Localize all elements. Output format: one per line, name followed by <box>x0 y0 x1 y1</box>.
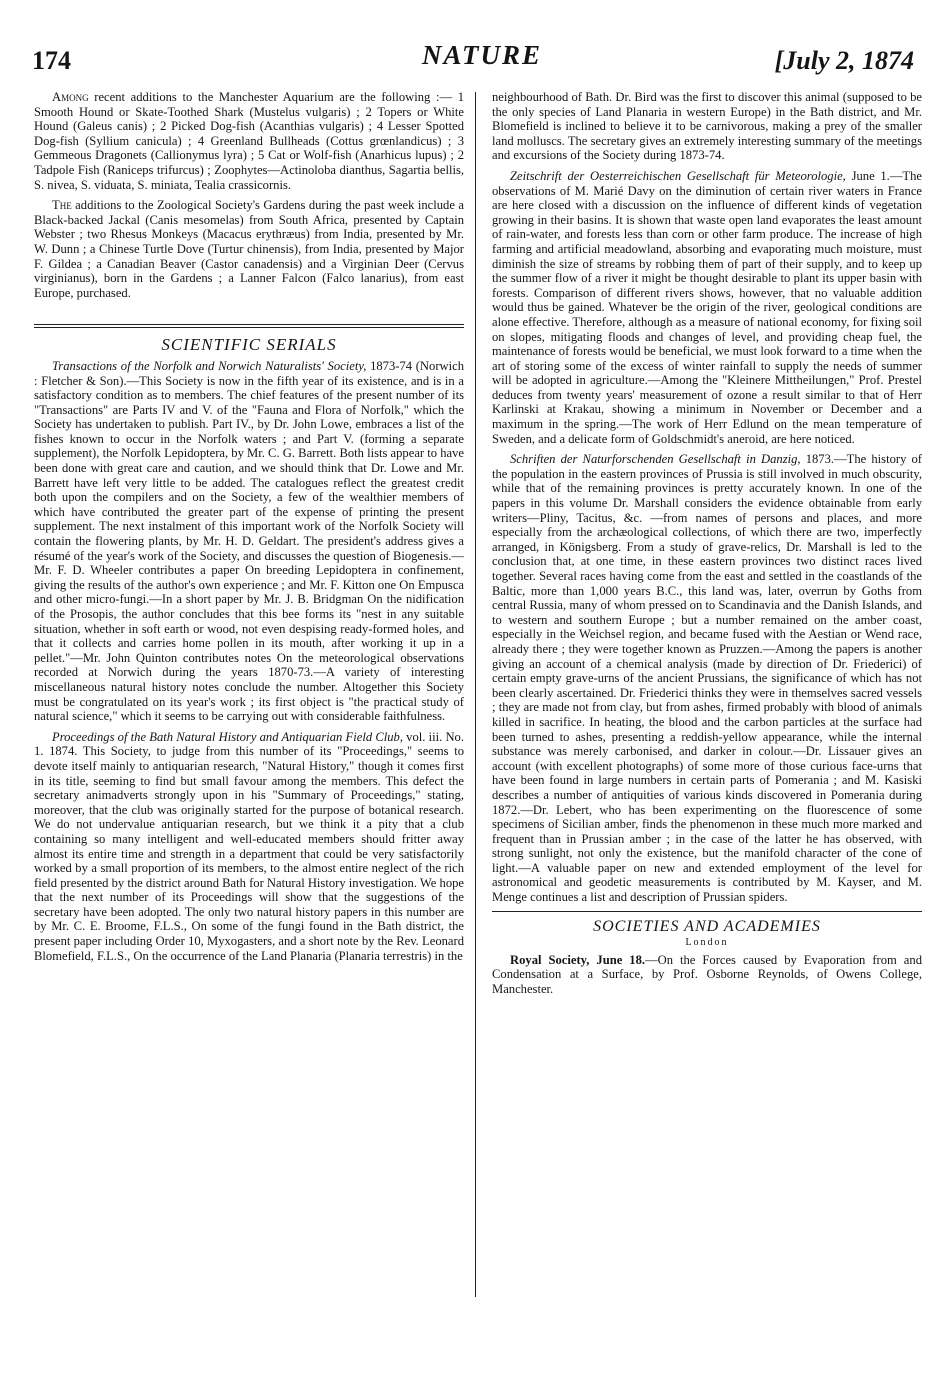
paragraph-text: —On the Forces caused by Evaporation from and Condensation at a Surface, by Prof. Osborne Reynolds, of Owens College, Manchester. <box>492 952 922 997</box>
serial-title: Zeitschrift der Oesterreichischen Gesellschaft für Meteorologie, <box>510 168 846 183</box>
column-divider <box>475 92 476 1297</box>
section-rule <box>492 911 922 912</box>
section-rule <box>34 324 464 328</box>
journal-page <box>22 0 922 1380</box>
right-column <box>492 90 922 1003</box>
page-number: 174 <box>32 46 71 75</box>
paragraph-text: additions to the Zoological Society's Gardens during the past week include a Black-backed Jackal (Canis mesomelas) from South Africa, presented by Captain Webster ; two Rhesus Monkeys (Macacus erythræus) from India, presented by Mr. W. Dunn ; a Chinese Turtle Dove (Turtur chinensis), from India, presented by Major F. Gildea ; a Canadian Beaver (Castor canadensis) and a Virginian Deer (Cervus virginianus), born in the Gardens ; a Lanner Falcon (Falco lanarius), from east Europe, purchased. <box>34 198 464 300</box>
paragraph-aquarium <box>34 90 464 192</box>
paragraph-norfolk <box>34 359 464 724</box>
serial-title: Transactions of the Norfolk and Norwich Naturalists' Society, <box>52 358 367 373</box>
paragraph-text: 1873-74 (Norwich : Fletcher & Son).—This Society is now in the fifth year of its existence, and is in a satisfactory condition as to members. The chief features of the present number of its "Transactions" are Parts IV and V. of the "Fauna and Flora of Norfolk," which the Society has undertaken to publish. Part IV., by Dr. John Lowe, embraces a list of the fishes known to occur in the Norfolk waters ; and Part V. (forming a separate supplement), the Norfolk Lepidoptera, by Mr. C. G. Barrett. Both lists appear to have been done with great care and caution, and we should think that Dr. Lowe and Mr. Barrett have left very little to be added. The catalogues reflect the greatest credit both upon the compilers and on the Society, a few of the wealthier members of which have contributed the greater part of the expense of printing the present supplement. The next instalment of this important work of the Norfolk Society will contain the flowering plants, by Mr. H. D. Geldart. The president's address gives a résumé of the year's work of the Society, and discusses the question of Biogenesis.—Mr. F. D. Wheeler contributes a paper On breeding Lepidoptera in confinement, giving the results of the author's own experience ; and Mr. F. Kitton one On Empusca and other micro-fungi.—In a short paper by Mr. J. B. Bridgman On the nidification of the Prosopis, the author concludes that this bee forms its "nest in any suitable situation, whether in soft earth or wood, not even despising ready-formed holes, and that it collects and carries home pollen in its mouth, after working it up in a pellet."—Mr. John Quinton contributes notes On the meteorological observations recorded at Norwich during the years 1870-73.—A variety of interesting miscellaneous natural history notes conclude the number. Altogether this Society must be congratulated on its year's work ; its first object is "the practical study of natural science," which it seems to be carrying out with considerable faithfulness. <box>34 358 464 724</box>
serial-title: Proceedings of the Bath Natural History and Antiquarian Field Club, <box>52 729 403 744</box>
serial-title: Schriften der Naturforschenden Gesellschaft in Danzig, <box>510 452 801 467</box>
journal-title: NATURE <box>421 40 543 70</box>
society-name: Royal Society, June 18. <box>510 952 646 967</box>
paragraph-bath <box>34 730 464 964</box>
paragraph-bath-continued: neighbourhood of Bath. Dr. Bird was the first to discover this animal (supposed to be the only species of Land Planaria in western Europe) in the Bath district, and Mr. Blomefield is inclined to believe it to be carnivorous, making a prey of the smaller land molluscs. The secretary gives an extremely interesting summary of the meetings and excursions of the Society during 1873-74. <box>492 90 922 163</box>
place-heading: London <box>685 937 729 949</box>
paragraph-text: vol. iii. No. 1. 1874. This Society, to judge from this number of its "Proceedings," seems to devote itself mainly to antiquarian research, "Natural History," though it comes first in its title, seeming to find but small favour among the members. This defect the secretary animadverts strongly upon in his "Summary of Proceedings," stating, moreover, that the club was originally started for the purpose of botanical research. We do not undervalue antiquarian research, but we think it a pity that a club containing so many intelligent and well-educated members should fritter away almost its entire time and strength in a department that could be very satisfactorily worked by a small proportion of its members, to the almost entire neglect of the rich field presented by the district around Bath for Natural History investigation. We hope that the next number of its Proceedings will show that the suggestions of the secretary have been adopted. The only two natural history papers in this number are by Mr. C. E. Broome, F.L.S., On some of the fungi found in the Bath district, the present paper including Order 10, Myxogasters, and a short note by the Rev. Leonard Blomefield, F.L.S., On the occurrence of the Land Planaria (Planaria terrestris) in the <box>34 729 464 963</box>
paragraph-text: recent additions to the Manchester Aquarium are the following :— 1 Smooth Hound or Skate-Toothed Shark (Mustelus vulgaris) ; 2 Topers or White Hound (Galeus canis) ; 2 Picked Dog-fish (Acanthias vulgaris) ; 4 Lesser Spotted Dog-fish (Syllium canicula) ; 4 Greenland Bullheads (Cottus grœnlandicus) ; 3 Gemmeous Dragonets (Callionymus lyra) ; 5 Cat or Wolf-fish (Anarhicus lupus) ; 2 Tadpole Fish (Raniceps trifurcus) ; Zoophytes—Actinoloba dianthus, Sagartia bellis, S. nivea, S. viduata, S. miniata, Tealia crassicornis. <box>34 90 464 192</box>
lead-word: The <box>52 198 72 213</box>
paragraph-royal-society <box>492 953 922 997</box>
issue-date: [July 2, 1874 <box>774 46 914 75</box>
paragraph-danzig <box>492 452 922 904</box>
paragraph-text: 1873.—The history of the population in the eastern provinces of Prussia is still involved in much obscurity, while that of the remaining provinces is pretty accurately known. In one of the papers in this volume Dr. Marshall considers the evidence obtainable from early writers—Pliny, Tacitus, &c. —from names of persons and places, and more especially from the archæological collections, of which there are two, imperfectly arranged, in Königsberg. From a study of grave-relics, Dr. Marshall is led to the conclusion that, at one time, in these eastern provinces two distinct races lived together. Several races having come from the east and settled in the coastlands of the Baltic, more than 1,000 years B.C., this land was, later, overrun by Goths from central Russia, many of whom pressed on to Scandinavia and the Danish Islands, and to western and southern Europe ; but a number remained on the amber coast, especially in the Weichsel region, and became fused with the Aestian or Wend race, already there ; they were together known as Pruzzen.—Among the papers is another giving an account of a chemical analysis (made by direction of Dr. Friederici) of certain empty grave-urns of the ancient Prussians, the significance of which has not been clearly ascertained. Dr. Friederici thinks they were in themselves sacred vessels ; they are made not from clay, but from ashes, firmed probably with blood of animals killed in sacrifice. In heating, the blood and the carbon particles at the surface had been turned to ashes, presenting a reddish-yellow appearance, while the internal substance was merely carbonised, and darker in colour.—Dr. Lissauer gives an account (with excellent photographs) of some more of those curious face-urns that have been found in large numbers in certain parts of Pomerania ; and M. Kasiski describes a number of antiquities of various kinds discovered in Pomerania during 1872.—Dr. Lebert, who has been experimenting on the fluorescence of some specimens of Sicilian amber, finds the phenomenon in these much more marked and frequent than in Prussian amber ; in the case of the latter he has observed, with strong sunlight, not only the existence, but the manifold character of the cone of light.—A valuable paper on new and extended employment of the level for astronomical and geodetic measurements is contributed by M. Kayser, and M. Menge continues a list and description of Prussian spiders. <box>492 452 923 905</box>
paragraph-zoological <box>34 198 464 300</box>
page-header <box>22 40 922 80</box>
section-title-scientific-serials: SCIENTIFIC SERIALS <box>161 335 337 355</box>
left-column <box>34 90 464 969</box>
section-title-societies: SOCIETIES AND ACADEMIES <box>593 917 821 935</box>
lead-word: Among <box>52 90 89 104</box>
paragraph-text: June 1.—The observations of M. Marié Davy on the diminution of certain river waters in France are here closed with a discussion on the influence of different kinds of vegetation growing in their basins. It is shown that waste open land evaporates the least amount of rain-water, and forests less than corn or other farm produce. The increase of high farming and artificial meadowland, absorbing and evaporating much moisture, must diminish the size of streams by robbing them of part of their supply, and to keep up the summer flow of a river it might be thought desirable to plant its upper basin with forests. Comparison of different rivers shows, however, that no valuable addition would thus be gained. Whatever be the origin of the river, geological conditions are alone effective. Therefore, although as a measure of national economy, for fixing soil on slopes, mitigating floods and changes of level, and providing cheap fuel, the maintenance of forests would be beneficial, we must look forward to a time when the art of storing some of the excess of winter rainfall to supply the needs of summer will be adopted in agriculture.—Among the "Kleinere Mittheilungen," Prof. Prestel deduces from twenty years' measurement of ozone a result similar to that of Herr Karlinski at Krakau, showing a minimum in November or December and a maximum in the spring.—The work of Herr Edlund on the mean temperature of Sweden, and a delicate form of Goldschmidt's aneroid, are here noticed. <box>492 168 922 446</box>
paragraph-meteorologie <box>492 169 922 446</box>
